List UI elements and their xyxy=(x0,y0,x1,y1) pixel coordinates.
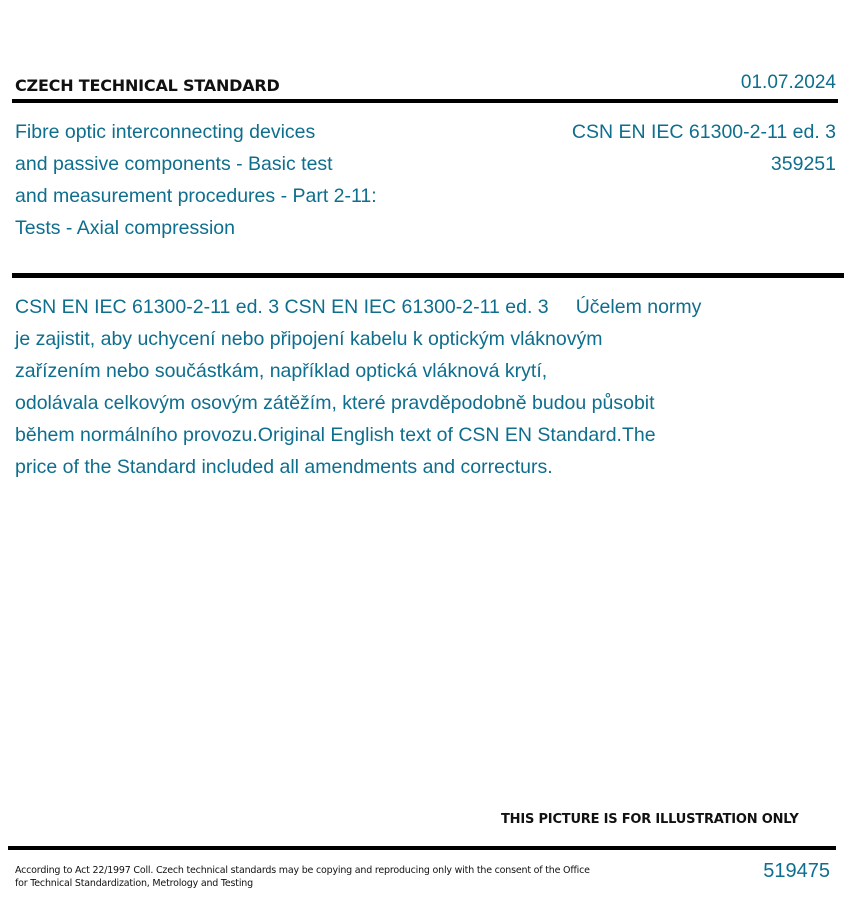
bottom-divider xyxy=(8,846,836,850)
legal-notice xyxy=(15,864,615,890)
title-line: and measurement procedures - Part 2-11: xyxy=(15,185,377,207)
description-line: během normálního provozu.Original English text of CSN EN Standard.The xyxy=(15,424,656,446)
standard-type-label: CZECH TECHNICAL STANDARD xyxy=(15,76,280,95)
legal-line: for Technical Standardization, Metrology and Testing xyxy=(15,878,253,889)
title-line: Fibre optic interconnecting devices xyxy=(15,121,316,143)
page-number: 519475 xyxy=(763,860,830,882)
standard-description xyxy=(15,291,775,483)
document-title xyxy=(15,116,475,244)
title-line: and passive components - Basic test xyxy=(15,153,333,175)
standard-code: CSN EN IEC 61300-2-11 ed. 3 xyxy=(571,121,836,143)
description-line: je zajistit, aby uchycení nebo připojení kabelu k optickým vláknovým xyxy=(15,328,603,350)
description-line: price of the Standard included all amendments and correcturs. xyxy=(15,456,553,478)
illustration-disclaimer: THIS PICTURE IS FOR ILLUSTRATION ONLY xyxy=(501,812,799,827)
document-identifier xyxy=(572,116,836,180)
description-line: zařízením nebo součástkám, například optická vláknová krytí, xyxy=(15,360,548,382)
middle-divider xyxy=(12,273,844,278)
description-line: odolávala celkovým osovým zátěžím, které pravděpodobně budou působit xyxy=(15,392,655,414)
publication-date: 01.07.2024 xyxy=(740,72,836,93)
legal-line: According to Act 22/1997 Coll. Czech technical standards may be copying and reproducing only with the consent of the Office xyxy=(15,865,590,876)
title-line: Tests - Axial compression xyxy=(15,217,235,239)
description-line: CSN EN IEC 61300-2-11 ed. 3 CSN EN IEC 61300-2-11 ed. 3 Účelem normy xyxy=(15,296,702,318)
catalog-number: 359251 xyxy=(770,153,836,175)
top-divider xyxy=(12,99,838,103)
